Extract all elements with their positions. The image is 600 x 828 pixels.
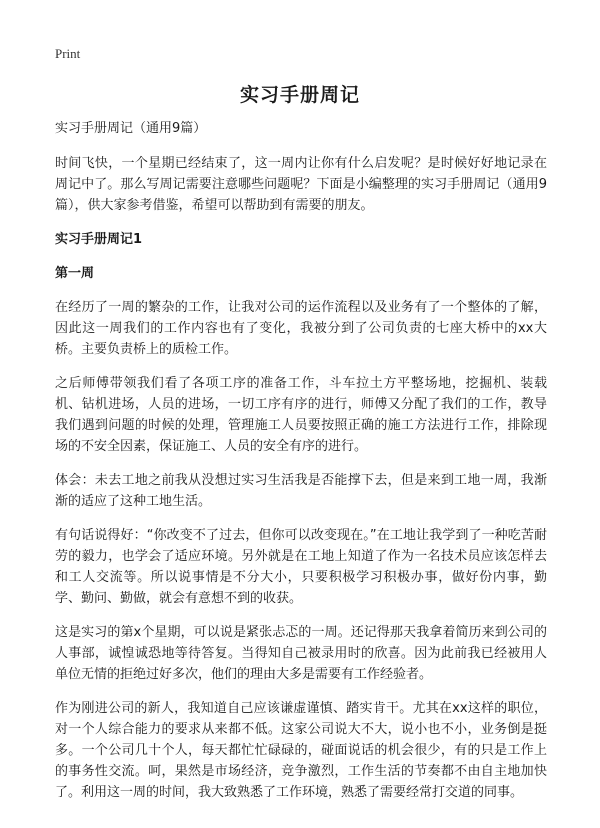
body-paragraph: 这是实习的第x个星期，可以说是紧张忐忑的一周。还记得那天我拿着简历来到公司的人事部，诚惶诚恐地等待答复。当得知自己被录用时的欣喜。因为此前我已经被用人单位无情的拒绝过好多次，他们的理由大多是需要有工作经验者。 — [55, 625, 547, 682]
body-paragraph: 在经历了一周的繁杂的工作，让我对公司的运作流程以及业务有了一个整体的了解，因此这一周我们的工作内容也有了变化，我被分到了公司负责的七座大桥中的xx大桥。主要负责桥上的质检工作。 — [55, 300, 547, 357]
document-subtitle: 实习手册周记（通用9篇） — [55, 121, 207, 136]
body-paragraph: 有句话说得好：“你改变不了过去，但你可以改变现在。”在工地让我学到了一种吃苦耐劳的毅力，也学会了适应环境。另外就是在工地上知道了作为一名技术员应该怎样去和工人交流等。所以说事情是不分大小，只要积极学习积极办事，做好份内事，勤学、勤问、勤做，就会有意想不到的收获。 — [55, 528, 547, 606]
page-title: 实习手册周记 — [239, 84, 360, 106]
body-paragraph: 之后师傅带领我们看了各项工序的准备工作，斗车拉土方平整场地，挖掘机、装载机、钻机进场，人员的进场，一切工序有序的进行，师傅又分配了我们的工作，教导我们遇到问题的时候的处理，管理施工人员要按照正确的施工方法进行工作，排除现场的不安全因素，保证施工、人员的安全有序的进行。 — [55, 376, 547, 454]
body-paragraph: 作为刚进公司的新人，我知道自己应该谦虚谨慎、踏实肯干。尤其在xx这样的职位，对一个人综合能力的要求从来都不低。这家公司说大不大，说小也不小，业务倒是挺多。一个公司几十个人，每天都忙忙碌碌的，碰面说话的机会很少，有的只是工作上的事务性交流。呵，果然是市场经济，竞争激烈，工作生活的节奏都不由自主地加快了。利用这一周的时间，我大致熟悉了工作环境，熟悉了需要经常打交道的同事。 — [55, 701, 547, 800]
print-link[interactable]: Print — [55, 46, 81, 61]
week-heading: 第一周 — [55, 266, 95, 281]
section-heading: 实习手册周记1 — [55, 232, 143, 247]
document-body — [55, 118, 547, 816]
body-paragraph: 体会：未去工地之前我从没想过实习生活我是否能撑下去，但是来到工地一周，我渐渐的适应了这种工地生活。 — [55, 473, 547, 509]
intro-paragraph: 时间飞快，一个星期已经结束了，这一周内让你有什么启发呢？是时候好好地记录在周记中了。那么写周记需要注意哪些问题呢？下面是小编整理的实习手册周记（通用9篇），供大家参考借鉴，希望可以帮助到有需要的朋友。 — [55, 156, 547, 213]
